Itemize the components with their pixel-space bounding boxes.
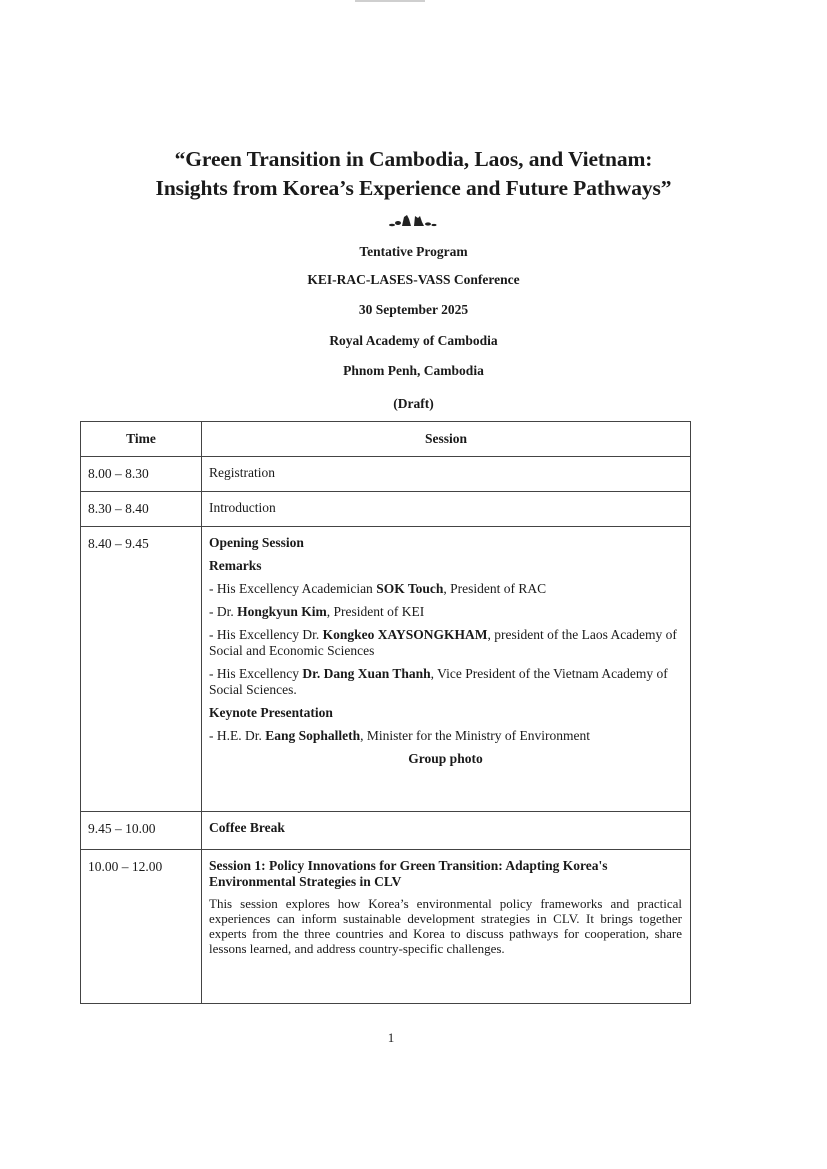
speaker-name: Hongkyun Kim (237, 604, 327, 619)
remark-prefix: - Dr. (209, 604, 238, 619)
opening-session-heading: Opening Session (209, 535, 304, 550)
speaker-name: Kongkeo XAYSONGKHAM (322, 627, 488, 642)
remark-item (209, 627, 682, 659)
table-row (81, 850, 691, 1004)
venue: Royal Academy of Cambodia (329, 333, 498, 348)
scan-artifact (355, 0, 425, 2)
row-time: 9.45 – 10.00 (81, 812, 202, 850)
floral-ornament-icon (384, 213, 444, 227)
speaker-name: SOK Touch (376, 581, 444, 596)
row-time: 8.00 – 8.30 (81, 457, 202, 492)
row-session (202, 850, 691, 1004)
conference-date: 30 September 2025 (358, 302, 469, 317)
coffee-break-label: Coffee Break (209, 820, 285, 835)
session-1-heading: Session 1: Policy Innovations for Green Transition: Adapting Korea's Environmental Strategies in CLV (209, 858, 608, 889)
program-label: Tentative Program (359, 244, 468, 259)
header-session: Session (202, 422, 691, 457)
row-session: Registration (202, 457, 691, 492)
conference-name: KEI-RAC-LASES-VASS Conference (307, 272, 520, 287)
row-time: 10.00 – 12.00 (81, 850, 202, 1004)
table-row (81, 457, 691, 492)
location: Phnom Penh, Cambodia (343, 363, 484, 378)
row-time: 8.30 – 8.40 (81, 492, 202, 527)
keynote-prefix: - H.E. Dr. (209, 728, 266, 743)
keynote-label: Keynote Presentation (209, 705, 333, 720)
speaker-title: , Vice President of the Vietnam Academy of Social Sciences. (209, 666, 668, 697)
speaker-title: , president of the Laos Academy of Social and Economic Sciences (209, 627, 677, 658)
keynote-speaker-name: Eang Sophalleth (265, 728, 361, 743)
row-session: Introduction (202, 492, 691, 527)
remarks-label: Remarks (209, 558, 262, 573)
table-row (81, 812, 691, 850)
document-title (60, 145, 767, 203)
header-time: Time (81, 422, 202, 457)
remark-item (209, 604, 682, 620)
remark-item (209, 666, 682, 698)
page-number: 1 (387, 1030, 395, 1045)
session-1-description: This session explores how Korea’s environmental policy frameworks and practical experiences can inform sustainable development strategies in CLV. It brings together experts from the three countries and Korea to discuss pathways for cooperation, share lessons learned, and address country-specific challenges. (209, 896, 682, 956)
speaker-title: , President of RAC (443, 581, 547, 596)
row-session (202, 527, 691, 812)
draft-label: (Draft) (393, 396, 434, 411)
remark-item (209, 581, 682, 597)
group-photo-label: Group photo (408, 751, 483, 766)
row-session (202, 812, 691, 850)
keynote-speaker-title: , Minister for the Ministry of Environment (360, 728, 591, 743)
speaker-title: , President of KEI (326, 604, 425, 619)
title-line-1: “Green Transition in Cambodia, Laos, and Vietnam: (174, 147, 653, 171)
table-row (81, 492, 691, 527)
remark-prefix: - His Excellency Academician (209, 581, 377, 596)
remark-prefix: - His Excellency Dr. (209, 627, 323, 642)
remark-prefix: - His Excellency (209, 666, 303, 681)
row-time: 8.40 – 9.45 (81, 527, 202, 812)
table-row (81, 527, 691, 812)
speaker-name: Dr. Dang Xuan Thanh (302, 666, 431, 681)
table-header-row (81, 422, 691, 457)
program-table (80, 421, 691, 1004)
title-line-2: Insights from Korea’s Experience and Future Pathways” (155, 176, 672, 200)
keynote-item (209, 728, 682, 744)
